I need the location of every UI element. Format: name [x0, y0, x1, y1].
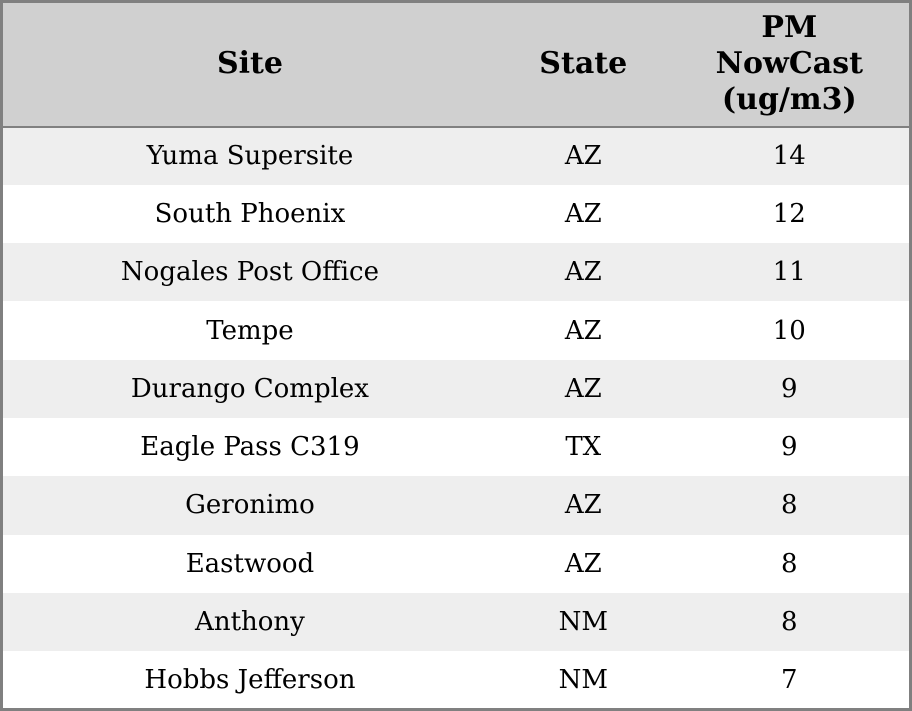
cell-state: AZ [564, 257, 602, 288]
cell-site: South Phoenix [154, 198, 346, 229]
cell-site: Eagle Pass C319 [140, 432, 360, 463]
table-row [2, 593, 911, 651]
table-row [2, 535, 911, 593]
cell-site: Durango Complex [130, 373, 369, 404]
table-row [2, 651, 911, 709]
cell-site: Tempe [206, 315, 294, 346]
header-site: Site [2, 2, 497, 127]
table-body [2, 127, 911, 710]
table-row [2, 301, 911, 359]
cell-site: Anthony [195, 607, 305, 638]
header-row [2, 2, 911, 127]
header-pm-nowcast [670, 2, 911, 127]
cell-state: TX [565, 432, 602, 463]
cell-site: Geronimo [185, 490, 315, 521]
table-row [2, 127, 911, 185]
cell-state: AZ [564, 548, 602, 579]
cell-site: Hobbs Jefferson [144, 664, 356, 695]
cell-pm-nowcast: 9 [781, 432, 798, 463]
cell-pm-nowcast: 9 [781, 373, 798, 404]
cell-state: AZ [564, 373, 602, 404]
cell-state: AZ [564, 198, 602, 229]
cell-pm-nowcast: 8 [781, 607, 798, 638]
cell-state: AZ [564, 490, 602, 521]
header-pm-nowcast-label: PM NowCast (ug/m3) [715, 10, 863, 118]
cell-state: AZ [564, 141, 602, 172]
table-row [2, 418, 911, 476]
cell-pm-nowcast: 10 [772, 315, 806, 346]
cell-state: NM [558, 664, 608, 695]
cell-state: AZ [564, 315, 602, 346]
cell-pm-nowcast: 8 [781, 490, 798, 521]
cell-state: NM [558, 607, 608, 638]
cell-site: Eastwood [185, 548, 315, 579]
cell-pm-nowcast: 7 [781, 664, 798, 695]
cell-pm-nowcast: 14 [772, 141, 806, 172]
cell-pm-nowcast: 11 [772, 257, 806, 288]
table-row [2, 243, 911, 301]
table-row [2, 476, 911, 534]
cell-site: Nogales Post Office [120, 257, 379, 288]
cell-pm-nowcast: 12 [772, 198, 806, 229]
header-state: State [497, 2, 670, 127]
table-row [2, 185, 911, 243]
table-row [2, 360, 911, 418]
table-header [2, 2, 911, 127]
cell-site: Yuma Supersite [146, 141, 354, 172]
cell-pm-nowcast: 8 [781, 548, 798, 579]
